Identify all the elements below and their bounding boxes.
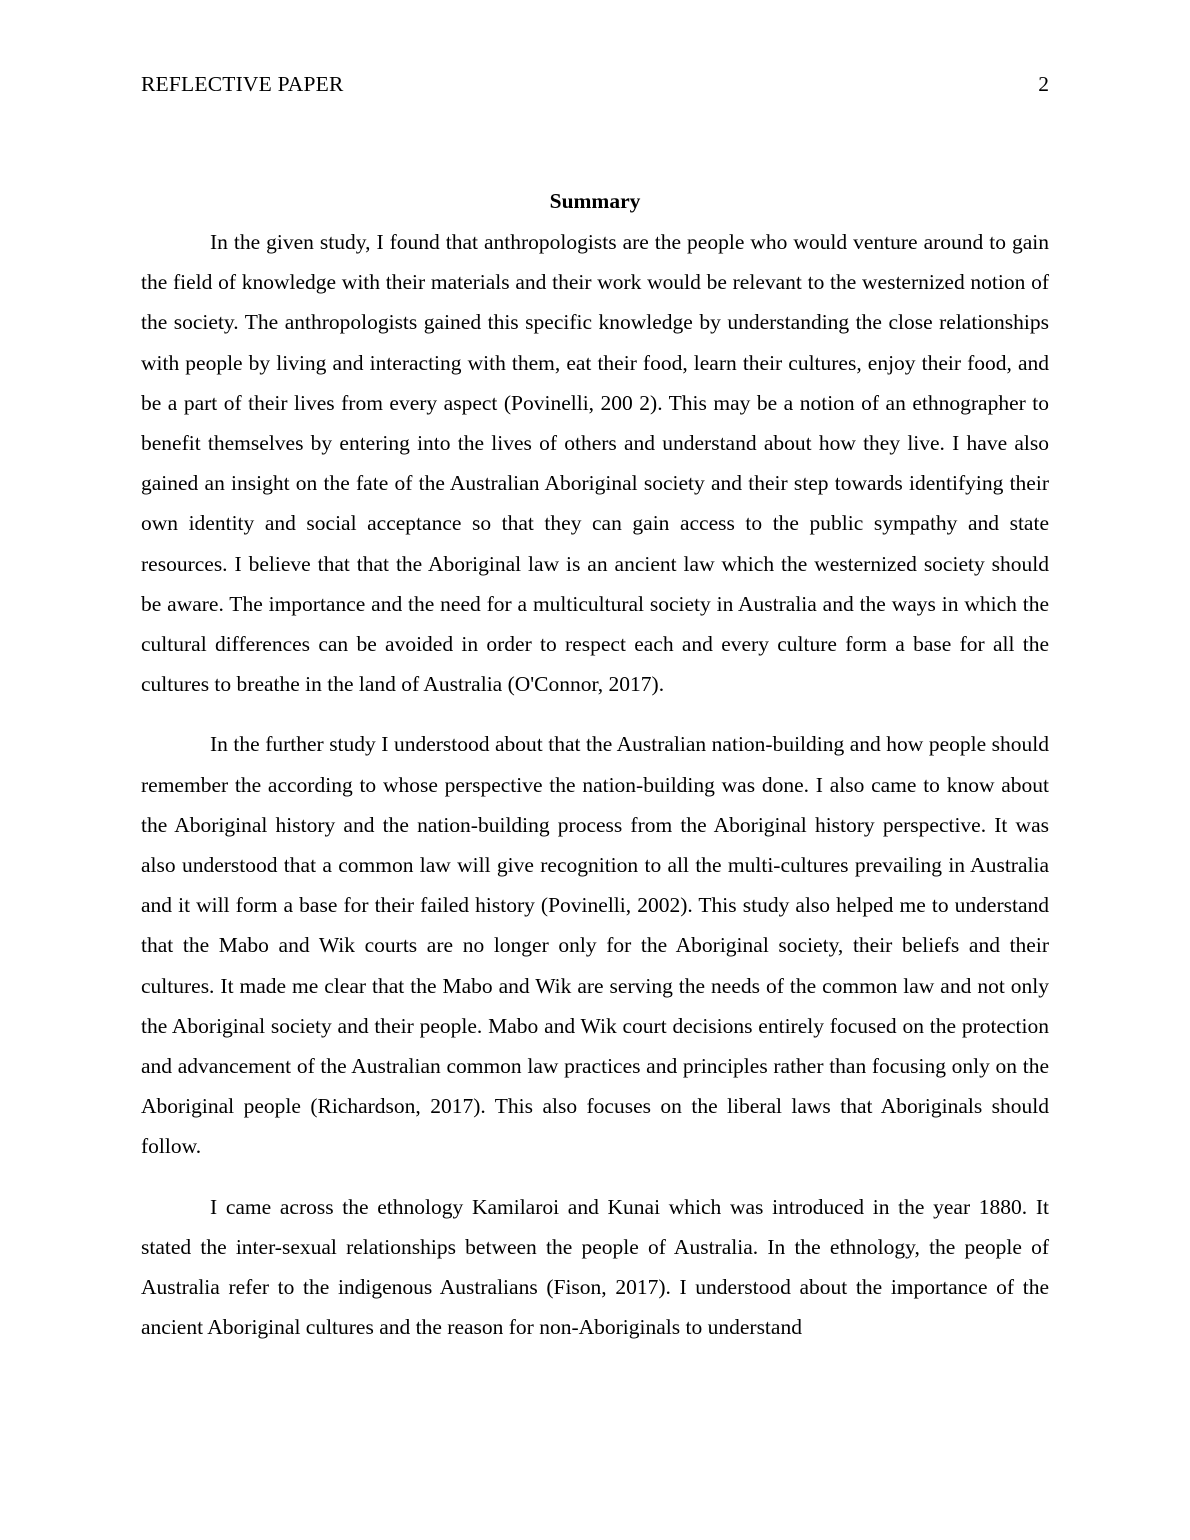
paragraph-1: In the given study, I found that anthropologists are the people who would venture around to gain the field of knowledge with their materials and their work would be relevant to the westernized notion of the society. The anthropologists gained this specific knowledge by understanding the close relationships with people by living and interacting with them, eat their food, learn their cultures, enjoy their food, and be a part of their lives from every aspect (Povinelli, 200 2). This may be a notion of an ethnographer to benefit themselves by entering into the lives of others and understand about how they live. I have also gained an insight on the fate of the Australian Aboriginal society and their step towards identifying their own identity and social acceptance so that they can gain access to the public sympathy and state resources. I believe that that the Aboriginal law is an ancient law which the westernized society should be aware. The importance and the need for a multicultural society in Australia and the ways in which the cultural differences can be avoided in order to respect each and every culture form a base for all the cultures to breathe in the land of Australia (O'Connor, 2017).	[141, 230, 1049, 697]
running-head: REFLECTIVE PAPER	[141, 72, 344, 96]
paragraph-2: In the further study I understood about that the Australian nation-building and how people should remember the according to whose perspective the nation-building was done. I also came to know about the Aboriginal history and the nation-building process from the Aboriginal history perspective. It was also understood that a common law will give recognition to all the multi-cultures prevailing in Australia and it will form a base for their failed history (Povinelli, 2002). This study also helped me to understand that the Mabo and Wik courts are no longer only for the Aboriginal society, their beliefs and their cultures. It made me clear that the Mabo and Wik are serving the needs of the common law and not only the Aboriginal society and their people. Mabo and Wik court decisions entirely focused on the protection and advancement of the Australian common law practices and principles rather than focusing only on the Aboriginal people (Richardson, 2017). This also focuses on the liberal laws that Aboriginals should follow.	[141, 732, 1049, 1159]
page-number: 2	[1038, 72, 1049, 96]
section-title: Summary	[549, 189, 641, 213]
paragraph-3: I came across the ethnology Kamilaroi and Kunai which was introduced in the year 1880. It stated the inter-sexual relationships between the people of Australia. In the ethnology, the people of Australia refer to the indigenous Australians (Fison, 2017). I understood about the importance of the ancient Aboriginal cultures and the reason for non-Aboriginals to understand	[141, 1194, 1049, 1340]
body-text	[141, 186, 1049, 1367]
